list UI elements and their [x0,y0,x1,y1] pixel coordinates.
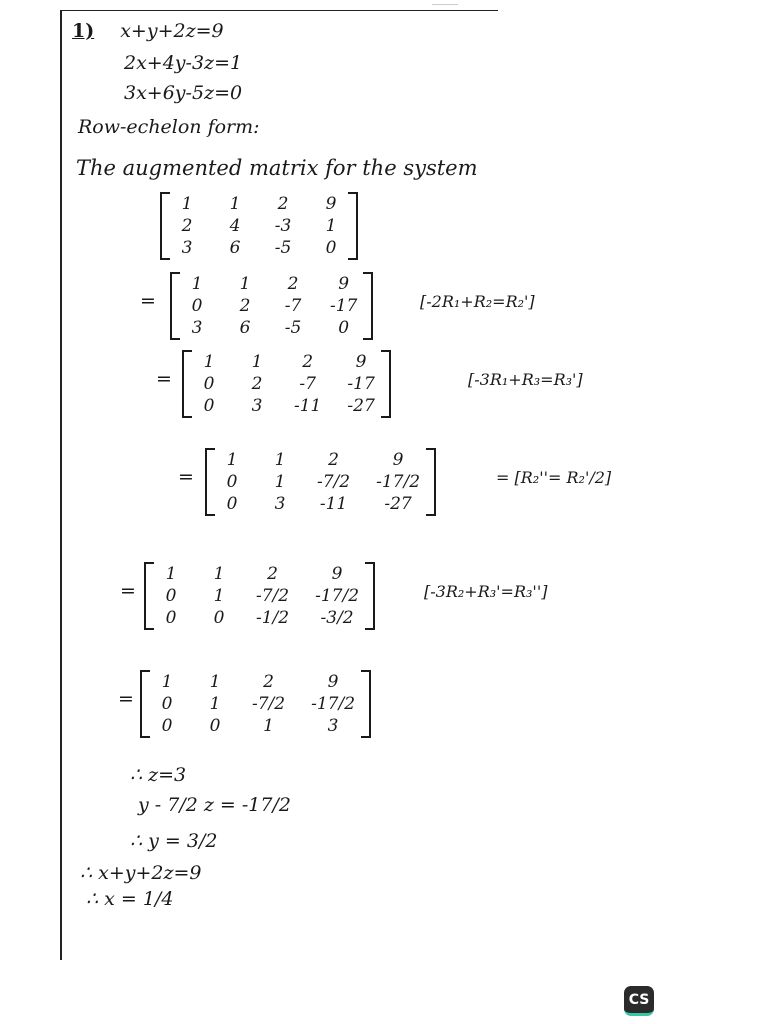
matrix-cell: 4 [229,216,241,236]
matrix-cell: 1 [239,274,251,294]
matrix-cell: 2 [302,352,314,372]
matrix-cell: 1 [226,450,238,470]
camscanner-logo: CS [624,986,654,1016]
matrix-cell: -17 [347,374,375,394]
matrix-cell: 0 [226,494,238,514]
matrix-cell: 0 [203,374,215,394]
matrix-cell: 1 [251,352,263,372]
matrix-cell: 1 [161,672,173,692]
solution-y-equation: y - 7/2 z = -17/2 [138,794,291,816]
matrix-cell: 2 [263,672,274,692]
row-operation-note: = [R₂''= R₂'/2] [496,468,612,487]
matrix-cell: 2 [181,216,193,236]
intro-text: The augmented matrix for the system [76,156,478,180]
matrix-cell: 0 [191,296,203,316]
matrix-cell: -7/2 [256,586,290,606]
matrix-cell: 9 [325,194,337,214]
top-rule [62,10,498,11]
matrix-cell: 3 [181,238,193,258]
matrix-cell: -17/2 [376,472,421,492]
equation-3: 3x+6y-5z=0 [124,82,243,104]
matrix-cell: 2 [328,450,339,470]
matrix-cell: -11 [319,494,348,514]
matrix-cell: 0 [325,238,337,258]
matrix-cell: 9 [338,274,350,294]
equation-2: 2x+4y-3z=1 [124,52,243,74]
matrix-cell: 9 [331,564,343,584]
matrix-cell: 3 [274,494,286,514]
matrix-cell: -7/2 [317,472,351,492]
matrix-cell: 9 [392,450,404,470]
matrix-cell: -3 [274,216,292,236]
equation-1-line [72,20,224,42]
step-2-equals: = [140,290,156,312]
matrix-cell: 1 [203,352,215,372]
matrix-cell: -5 [274,238,292,258]
matrix-cell: 1 [274,450,286,470]
step-5-equals: = [120,580,136,602]
matrix-cell: -5 [284,318,302,338]
problem-number: 1) [72,20,95,42]
matrix-step-6 [140,670,371,738]
matrix-step-1 [160,192,358,260]
matrix-cell: 0 [161,716,173,736]
matrix-cell: 0 [203,396,215,416]
matrix-cell: -17/2 [311,694,356,714]
matrix-cell: 1 [213,586,225,606]
matrix-cell: 1 [263,716,274,736]
matrix-cell: 9 [327,672,339,692]
matrix-cell: 1 [181,194,193,214]
matrix-cell: 0 [165,608,177,628]
matrix-cell: 0 [213,608,225,628]
matrix-cell: -11 [294,396,322,416]
matrix-cell: 1 [165,564,177,584]
matrix-cell: 0 [161,694,173,714]
matrix-cell: 1 [191,274,203,294]
faint-mark [432,4,458,5]
matrix-cell: -1/2 [256,608,290,628]
equation-1: x+y+2z=9 [120,20,224,42]
row-operation-note: [-2R₁+R₂=R₂'] [420,292,535,311]
solution-z: ∴ z=3 [130,764,187,786]
matrix-cell: -27 [347,396,375,416]
matrix-cell: 6 [229,238,241,258]
matrix-cell: 0 [338,318,350,338]
matrix-cell: 6 [239,318,251,338]
matrix-cell: 2 [251,374,263,394]
matrix-cell: -7 [284,296,302,316]
matrix-step-4 [205,448,436,516]
matrix-cell: 1 [325,216,337,236]
method-label: Row-echelon form: [78,116,260,138]
solution-sub: ∴ x+y+2z=9 [80,862,202,884]
matrix-cell: -17 [330,296,358,316]
matrix-step-5 [144,562,375,630]
matrix-step-2 [170,272,373,340]
matrix-cell: 0 [209,716,221,736]
matrix-cell: 9 [355,352,367,372]
matrix-cell: -7 [299,374,316,394]
matrix-cell: 2 [277,194,289,214]
matrix-cell: 3 [191,318,203,338]
matrix-cell: -3/2 [320,608,354,628]
matrix-step-3 [182,350,391,418]
matrix-cell: 2 [287,274,299,294]
row-operation-note: [-3R₂+R₃'=R₃''] [424,582,548,601]
matrix-cell: -27 [384,494,412,514]
step-3-equals: = [156,368,172,390]
matrix-cell: 1 [213,564,225,584]
matrix-cell: 1 [229,194,241,214]
matrix-cell: 3 [327,716,339,736]
matrix-cell: 0 [165,586,177,606]
matrix-cell: -7/2 [252,694,286,714]
matrix-cell: -17/2 [315,586,360,606]
row-operation-note: [-3R₁+R₃=R₃'] [468,370,583,389]
matrix-cell: 1 [274,472,286,492]
solution-y: ∴ y = 3/2 [130,830,218,852]
matrix-cell: 3 [251,396,263,416]
solution-x: ∴ x = 1/4 [86,888,174,910]
step-6-equals: = [118,688,134,710]
matrix-cell: 2 [239,296,251,316]
step-4-equals: = [178,466,194,488]
matrix-cell: 2 [267,564,278,584]
margin-line [60,10,62,960]
matrix-cell: 0 [226,472,238,492]
matrix-cell: 1 [209,694,221,714]
matrix-cell: 1 [209,672,221,692]
